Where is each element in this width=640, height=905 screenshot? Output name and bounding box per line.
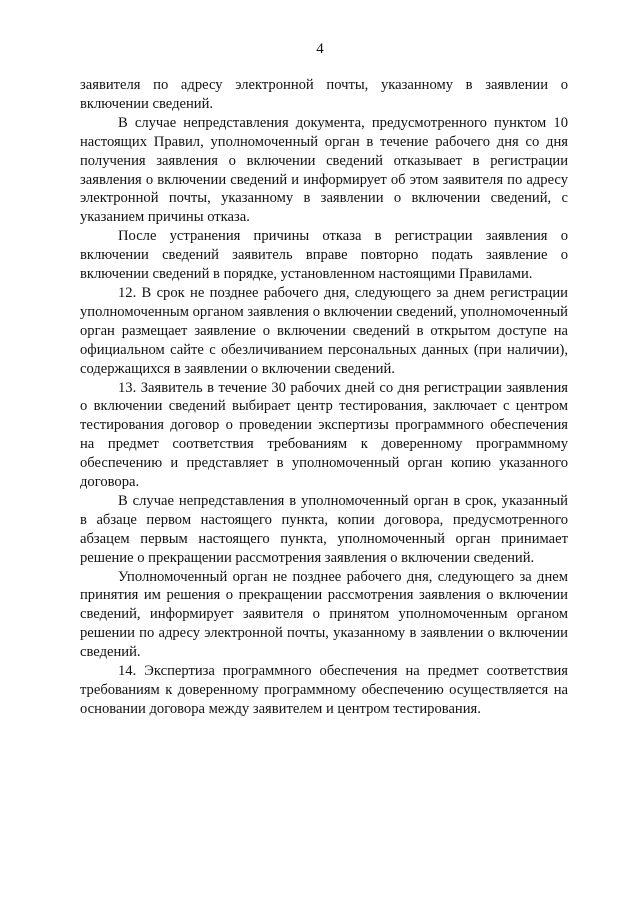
paragraph-item-13: 13. Заявитель в течение 30 рабочих дней со дня регистрации заявления о включении сведений выбирает центр тестирования, заключает с центром тестирования договор о проведении экспертизы программного обеспечения на предмет соответствия требованиям к доверенному программному обеспечению и представляет в уполномоченный орган копию указанного договора. bbox=[80, 379, 568, 491]
paragraph-item-14: 14. Экспертиза программного обеспечения на предмет соответствия требованиям к доверенному программному обеспечению осуществляется на основании договора между заявителем и центром тестирования. bbox=[80, 663, 568, 717]
paragraph-item-13-notification: Уполномоченный орган не позднее рабочего дня, следующего за днем принятия им решения о прекращении рассмотрения заявления о включении сведений, информирует заявителя о принятом уполномоченным органом решении по адресу электронной почты, указанному в заявлении о включении сведений. bbox=[80, 568, 568, 661]
paragraph-refusal-registration: В случае непредставления документа, предусмотренного пунктом 10 настоящих Правил, уполномоченный орган в течение рабочего дня со дня получения заявления о включении сведений отказывает в регистрации заявления о включении сведений и информирует об этом заявителя по адресу электронной почты, указанному в заявлении о включении сведений, с указанием причины отказа. bbox=[80, 114, 568, 226]
paragraph-item-12: 12. В срок не позднее рабочего дня, следующего за днем регистрации уполномоченным органом заявления о включении сведений, уполномоченный орган размещает заявление о включении сведений в открытом доступе на официальном сайте с обезличиванием персональных данных (при наличии), содержащихся в заявлении о включении сведений. bbox=[80, 284, 568, 377]
document-body bbox=[80, 76, 568, 719]
page-number: 4 bbox=[316, 41, 324, 57]
paragraph-item-13-nonsubmission: В случае непредставления в уполномоченный орган в срок, указанный в абзаце первом настоящего пункта, копии договора, предусмотренного абзацем первым настоящего пункта, уполномоченный орган принимает решение о прекращении рассмотрения заявления о включении сведений. bbox=[80, 492, 568, 566]
paragraph-continuation: заявителя по адресу электронной почты, указанному в заявлении о включении сведений. bbox=[80, 77, 568, 112]
paragraph-resubmission: После устранения причины отказа в регистрации заявления о включении сведений заявитель вправе повторно подать заявление о включении сведений в порядке, установленном настоящими Правилами. bbox=[80, 228, 568, 283]
